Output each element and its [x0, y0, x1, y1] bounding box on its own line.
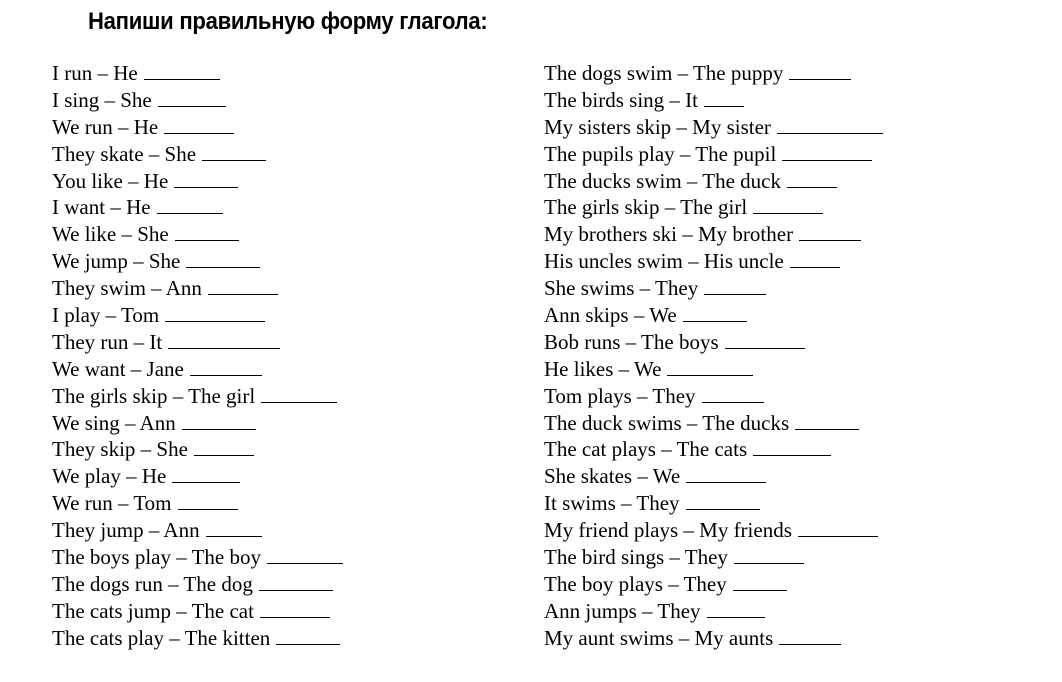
exercise-line: [52, 168, 343, 195]
answer-blank[interactable]: [174, 171, 238, 188]
exercise-prompt: Ann jumps – They: [544, 598, 701, 623]
exercise-prompt: The cats jump – The cat: [52, 598, 254, 623]
answer-blank[interactable]: [158, 90, 226, 107]
exercise-line: [52, 598, 343, 625]
answer-blank[interactable]: [789, 63, 851, 80]
exercise-prompt: They run – It: [52, 329, 163, 354]
exercise-prompt: We run – He: [52, 114, 159, 139]
answer-blank[interactable]: [259, 574, 333, 591]
exercise-line: [544, 141, 883, 168]
left-exercise-column: [52, 60, 343, 652]
exercise-line: [544, 60, 883, 87]
answer-blank[interactable]: [206, 520, 262, 537]
answer-blank[interactable]: [787, 171, 837, 188]
exercise-line: [544, 571, 883, 598]
exercise-prompt: The ducks swim – The duck: [544, 168, 781, 193]
exercise-line: [52, 410, 343, 437]
exercise-prompt: She swims – They: [544, 276, 699, 301]
answer-blank[interactable]: [164, 117, 234, 134]
exercise-prompt: He likes – We: [544, 356, 662, 381]
exercise-line: [52, 463, 343, 490]
answer-blank[interactable]: [208, 278, 278, 295]
exercise-prompt: The pupils play – The pupil: [544, 141, 777, 166]
answer-blank[interactable]: [260, 601, 330, 618]
exercise-line: [52, 60, 343, 87]
exercise-line: [544, 302, 883, 329]
exercise-line: [544, 517, 883, 544]
answer-blank[interactable]: [686, 493, 760, 510]
exercise-prompt: The girls skip – The girl: [52, 383, 256, 408]
answer-blank[interactable]: [790, 251, 840, 268]
exercise-line: [52, 302, 343, 329]
exercise-line: [544, 168, 883, 195]
answer-blank[interactable]: [799, 224, 861, 241]
answer-blank[interactable]: [704, 90, 744, 107]
exercise-prompt: I sing – She: [52, 87, 152, 112]
answer-blank[interactable]: [782, 144, 872, 161]
answer-blank[interactable]: [165, 305, 265, 322]
exercise-prompt: We want – Jane: [52, 356, 184, 381]
exercise-line: [52, 275, 343, 302]
exercise-prompt: I want – He: [52, 195, 151, 220]
exercise-line: [52, 221, 343, 248]
exercise-line: [544, 490, 883, 517]
exercise-line: [52, 544, 343, 571]
answer-blank[interactable]: [704, 278, 766, 295]
exercise-prompt: The dogs swim – The puppy: [544, 61, 784, 85]
exercise-line: [544, 436, 883, 463]
exercise-prompt: It swims – They: [544, 491, 680, 516]
answer-blank[interactable]: [725, 332, 805, 349]
answer-blank[interactable]: [267, 547, 343, 564]
page-title: Напиши правильную форму глагола:: [88, 8, 488, 35]
exercise-line: [52, 436, 343, 463]
exercise-prompt: You like – He: [52, 168, 169, 193]
exercise-prompt: Ann skips – We: [544, 303, 677, 328]
exercise-line: [544, 114, 883, 141]
exercise-prompt: They skate – She: [52, 141, 197, 166]
exercise-prompt: They skip – She: [52, 437, 188, 462]
answer-blank[interactable]: [777, 117, 883, 134]
answer-blank[interactable]: [172, 466, 240, 483]
exercise-line: [52, 87, 343, 114]
exercise-line: [544, 248, 883, 275]
answer-blank[interactable]: [190, 359, 262, 376]
answer-blank[interactable]: [707, 601, 765, 618]
exercise-prompt: The bird sings – They: [544, 545, 728, 570]
exercise-line: [52, 383, 343, 410]
exercise-prompt: My sisters skip – My sister: [544, 114, 771, 139]
exercise-prompt: We run – Tom: [52, 491, 172, 516]
exercise-line: [544, 87, 883, 114]
exercise-line: [52, 141, 343, 168]
right-exercise-column: [544, 60, 883, 652]
answer-blank[interactable]: [276, 628, 340, 645]
exercise-prompt: I play – Tom: [52, 303, 160, 328]
answer-blank[interactable]: [182, 413, 256, 430]
exercise-prompt: I run – He: [52, 61, 138, 85]
exercise-line: [544, 221, 883, 248]
exercise-line: [52, 329, 343, 356]
exercise-prompt: My friend plays – My friends: [544, 518, 792, 543]
answer-blank[interactable]: [261, 386, 337, 403]
exercise-prompt: The cat plays – The cats: [544, 437, 748, 462]
exercise-line: [544, 598, 883, 625]
answer-blank[interactable]: [683, 305, 747, 322]
exercise-prompt: The boys play – The boy: [52, 545, 261, 570]
answer-blank[interactable]: [798, 520, 878, 537]
answer-blank[interactable]: [702, 386, 764, 403]
exercise-line: [544, 275, 883, 302]
exercise-prompt: Tom plays – They: [544, 383, 696, 408]
exercise-line: [544, 410, 883, 437]
answer-blank[interactable]: [186, 251, 260, 268]
answer-blank[interactable]: [175, 224, 239, 241]
answer-blank[interactable]: [753, 439, 831, 456]
exercise-line: [544, 383, 883, 410]
exercise-line: [52, 356, 343, 383]
answer-blank[interactable]: [157, 197, 223, 214]
exercise-prompt: The girls skip – The girl: [544, 195, 748, 220]
answer-blank[interactable]: [202, 144, 266, 161]
exercise-prompt: The duck swims – The ducks: [544, 410, 790, 435]
exercise-prompt: His uncles swim – His uncle: [544, 249, 784, 274]
exercise-line: [544, 356, 883, 383]
exercise-prompt: My brothers ski – My brother: [544, 222, 794, 247]
exercise-prompt: The dogs run – The dog: [52, 571, 253, 596]
answer-blank[interactable]: [779, 628, 841, 645]
exercise-line: [52, 517, 343, 544]
answer-blank[interactable]: [168, 332, 280, 349]
exercise-prompt: The boy plays – They: [544, 571, 727, 596]
exercise-line: [544, 463, 883, 490]
exercise-prompt: They jump – Ann: [52, 518, 200, 543]
answer-blank[interactable]: [795, 413, 859, 430]
exercise-line: [544, 329, 883, 356]
exercise-prompt: She skates – We: [544, 464, 681, 489]
exercise-prompt: We sing – Ann: [52, 410, 176, 435]
exercise-prompt: The birds sing – It: [544, 87, 698, 112]
exercise-line: [52, 571, 343, 598]
answer-blank[interactable]: [667, 359, 753, 376]
answer-blank[interactable]: [144, 63, 220, 80]
exercise-line: [52, 625, 343, 652]
exercise-prompt: They swim – Ann: [52, 276, 202, 301]
exercise-prompt: We play – He: [52, 464, 167, 489]
answer-blank[interactable]: [734, 547, 804, 564]
answer-blank[interactable]: [753, 197, 823, 214]
exercise-prompt: We like – She: [52, 222, 169, 247]
exercise-prompt: My aunt swims – My aunts: [544, 625, 774, 650]
exercise-line: [52, 194, 343, 221]
answer-blank[interactable]: [178, 493, 238, 510]
exercise-line: [52, 114, 343, 141]
exercise-line: [544, 194, 883, 221]
answer-blank[interactable]: [686, 466, 766, 483]
exercise-prompt: Bob runs – The boys: [544, 329, 719, 354]
answer-blank[interactable]: [733, 574, 787, 591]
exercise-prompt: The cats play – The kitten: [52, 625, 271, 650]
exercise-line: [544, 625, 883, 652]
exercise-prompt: We jump – She: [52, 249, 181, 274]
exercise-line: [52, 490, 343, 517]
answer-blank[interactable]: [194, 439, 254, 456]
exercise-line: [544, 544, 883, 571]
exercise-line: [52, 248, 343, 275]
